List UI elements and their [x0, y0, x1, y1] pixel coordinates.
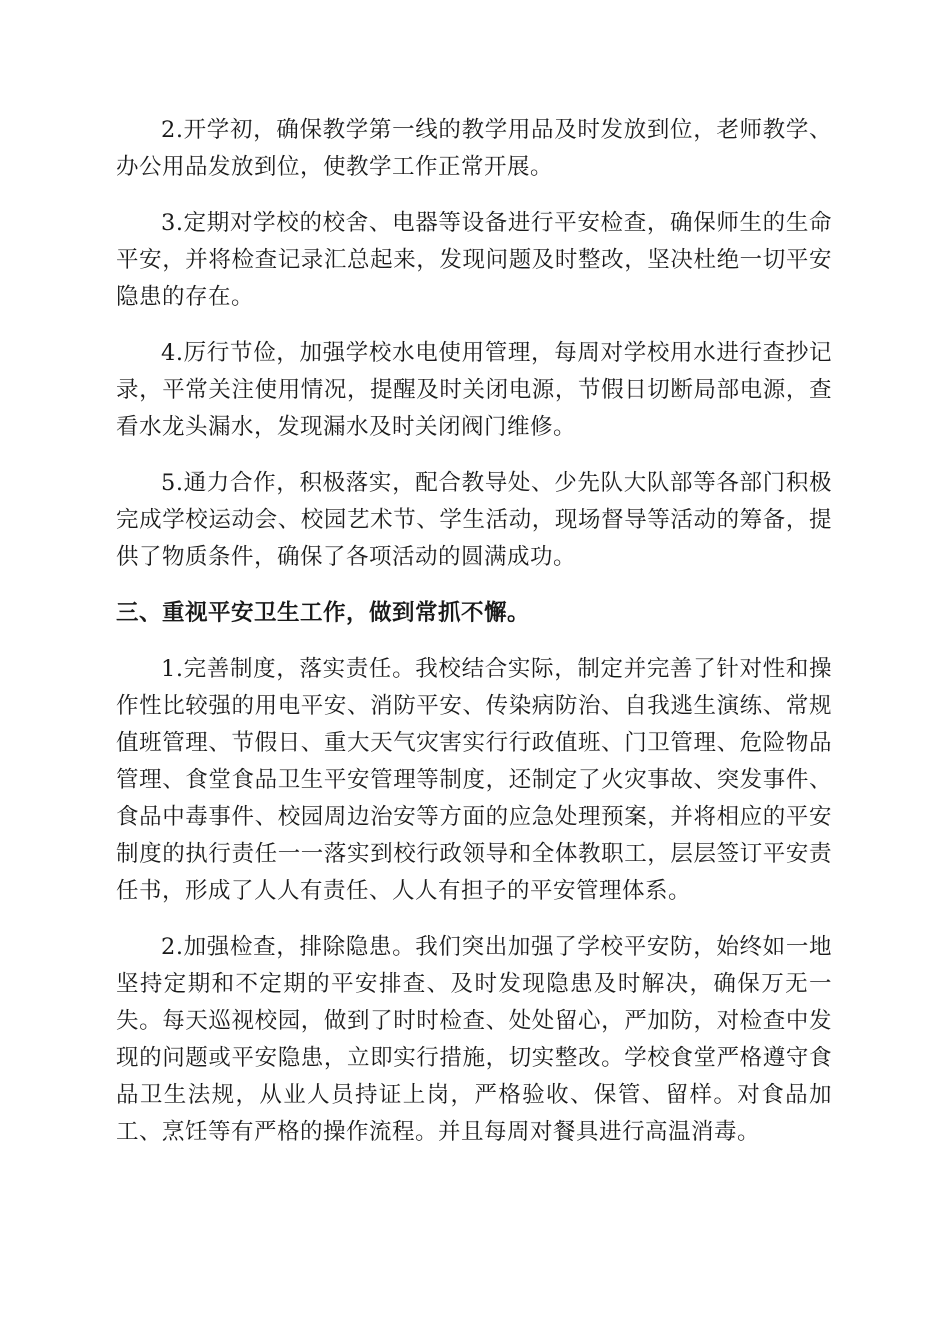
paragraph-item-4-economy: 4.厉行节俭，加强学校水电使用管理，每周对学校用水进行查抄记录，平常关注使用情况，提醒及时关闭电源，节假日切断局部电源，查看水龙头漏水，发现漏水及时关闭阀门维修。	[116, 340, 832, 440]
paragraph-section3-item-2: 2.加强检查，排除隐患。我们突出加强了学校平安防，始终如一地坚持定期和不定期的平安排查、及时发现隐患及时解决，确保万无一失。每天巡视校园，做到了时时检查、处处留心，严加防，对检查中发现的问题或平安隐患，立即实行措施，切实整改。学校食堂严格遵守食品卫生法规，从业人员持证上岗，严格验收、保管、留样。对食品加工、烹饪等有严格的操作流程。并且每周对餐具进行高温消毒。	[116, 934, 832, 1145]
paragraph-item-3-safety-check: 3.定期对学校的校舍、电器等设备进行平安检查，确保师生的生命平安，并将检查记录汇总起来，发现问题及时整改，坚决杜绝一切平安隐患的存在。	[116, 210, 832, 310]
paragraph-item-2-supplies: 2.开学初，确保教学第一线的教学用品及时发放到位，老师教学、办公用品发放到位，使教学工作正常开展。	[116, 117, 832, 180]
paragraph-section3-item-1: 1.完善制度，落实责任。我校结合实际，制定并完善了针对性和操作性比较强的用电平安、消防平安、传染病防治、自我逃生演练、常规值班管理、节假日、重大天气灾害实行行政值班、门卫管理、危险物品管理、食堂食品卫生平安管理等制度，还制定了火灾事故、突发事件、食品中毒事件、校园周边治安等方面的应急处理预案，并将相应的平安制度的执行责任一一落实到校行政领导和全体教职工，层层签订平安责任书，形成了人人有责任、人人有担子的平安管理体系。	[116, 656, 832, 904]
document-page	[116, 112, 832, 1170]
section-heading: 三、重视平安卫生工作，做到常抓不懈。	[116, 600, 531, 626]
paragraph-item-5-cooperation: 5.通力合作，积极落实，配合教导处、少先队大队部等各部门积极完成学校运动会、校园艺术节、学生活动，现场督导等活动的筹备，提供了物质条件，确保了各项活动的圆满成功。	[116, 470, 832, 570]
